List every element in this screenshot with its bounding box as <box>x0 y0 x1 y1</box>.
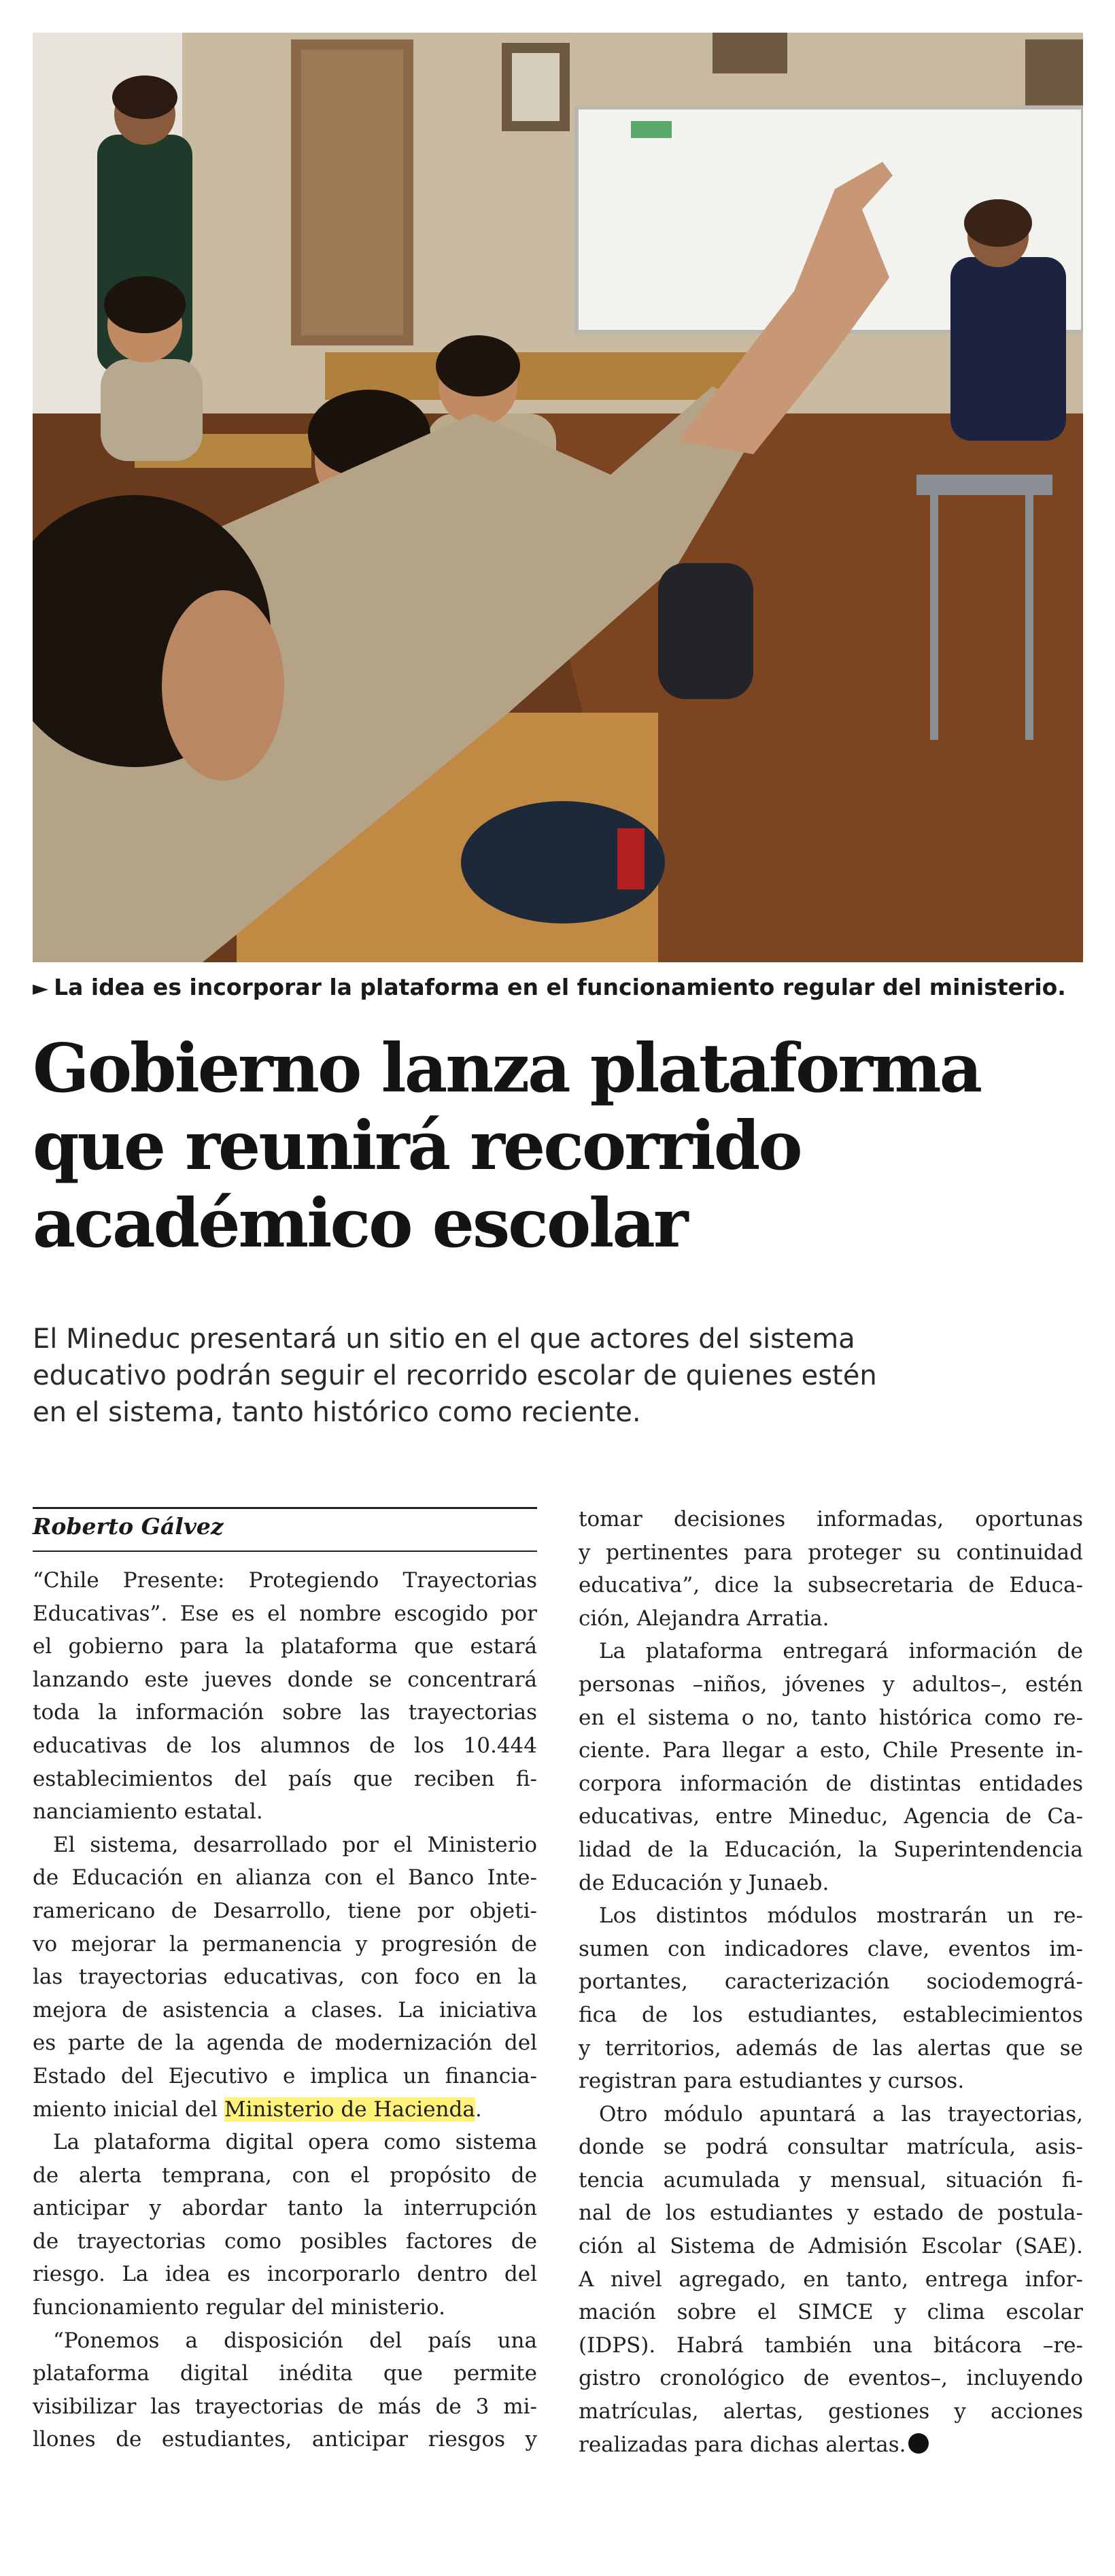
lead-line: en el sistema, tanto histórico como reciente. <box>33 1397 641 1428</box>
body-line: educativas de los alumnos de los 10.444 <box>33 1733 537 1758</box>
body-line <box>579 2428 1083 2462</box>
body-line: ción al Sistema de Admisión Escolar (SAE). <box>579 2234 1083 2259</box>
article-photo <box>33 33 1083 962</box>
highlighted-text: Ministerio de Hacienda <box>224 2097 475 2122</box>
body-line: visibilizar las trayectorias de más de 3 mi- <box>33 2394 537 2419</box>
body-line: tencia acumulada y mensual, situación fi- <box>579 2167 1083 2192</box>
body-line: vo mejorar la permanencia y progresión de <box>33 1931 537 1956</box>
body-line: La plataforma digital opera como sistema <box>53 2130 537 2155</box>
body-line: Otro módulo apuntará a las trayectorias, <box>599 2101 1083 2126</box>
body-line <box>33 2093 537 2126</box>
body-line: nanciamiento estatal. <box>33 1799 263 1825</box>
body-line: gistro cronológico de eventos–, incluyendo <box>579 2366 1083 2391</box>
body-line: el gobierno para la plataforma que estará <box>33 1634 537 1659</box>
body-line: Educativas”. Ese es el nombre escogido por <box>33 1601 537 1626</box>
headline-line: que reunirá recorrido <box>33 1107 801 1185</box>
paragraph <box>579 1503 1083 1635</box>
body-text: . <box>475 2097 482 2122</box>
body-text: miento inicial del <box>33 2097 224 2122</box>
article-lead <box>33 1321 1083 1431</box>
body-line: fica de los estudiantes, establecimientos <box>579 2002 1083 2027</box>
body-line: matrículas, alertas, gestiones y acciones <box>579 2399 1083 2424</box>
paragraph <box>579 1899 1083 2098</box>
author-byline: Roberto Gálvez <box>33 1513 224 1540</box>
body-line: educativa”, dice la subsecretaria de Educa- <box>579 1573 1083 1598</box>
body-line: corpora información de distintas entidades <box>579 1771 1083 1796</box>
byline-rule <box>33 1507 537 1509</box>
body-line: personas –niños, jóvenes y adultos–, estén <box>579 1672 1083 1697</box>
body-line: lidad de la Educación, la Superintendencia <box>579 1837 1083 1862</box>
body-line: donde se podrá consultar matrícula, asis- <box>579 2135 1083 2160</box>
headline-line: académico escolar <box>33 1185 687 1263</box>
photo-caption <box>33 974 1083 1000</box>
paragraph <box>33 2324 537 2456</box>
body-line: establecimientos del país que reciben fi- <box>33 1766 537 1791</box>
article-column-left <box>33 1564 537 2456</box>
body-line: es parte de la agenda de modernización del <box>33 2031 537 2056</box>
body-line: La plataforma entregará información de <box>599 1639 1083 1664</box>
body-line: plataforma digital inédita que permite <box>33 2361 537 2386</box>
paragraph <box>33 2126 537 2324</box>
body-line: funcionamiento regular del ministerio. <box>33 2295 445 2320</box>
end-of-article-dot-icon <box>908 2433 929 2454</box>
body-line: las trayectorias educativas, con foco en la <box>33 1965 537 1990</box>
body-line: mejora de asistencia a clases. La iniciativa <box>33 1997 537 2022</box>
body-line: portantes, caracterización sociodemográ- <box>579 1969 1083 1995</box>
lead-line: El Mineduc presentará un sitio en el que actores del sistema <box>33 1323 855 1355</box>
body-line: llones de estudiantes, anticipar riesgos y <box>33 2427 537 2452</box>
paragraph <box>579 2098 1083 2462</box>
body-text: realizadas para dichas alertas. <box>579 2432 906 2457</box>
body-line: de Educación en alianza con el Banco Inte- <box>33 1865 537 1891</box>
body-line: Estado del Ejecutivo e implica un financia- <box>33 2063 537 2088</box>
classroom-photo-illustration <box>33 33 1083 962</box>
body-line: toda la información sobre las trayectorias <box>33 1700 537 1725</box>
body-line: de trayectorias como posibles factores de <box>33 2228 537 2254</box>
article-column-right <box>579 1503 1083 2461</box>
paragraph <box>33 1564 537 1829</box>
body-line: sumen con indicadores clave, eventos im- <box>579 1936 1083 1961</box>
body-line: en el sistema o no, tanto histórica como re- <box>579 1705 1083 1730</box>
body-line: ramericano de Desarrollo, tiene por objeti- <box>33 1898 537 1923</box>
article-headline <box>33 1030 1083 1263</box>
body-line: ción, Alejandra Arratia. <box>579 1606 829 1631</box>
caption-marker: ► <box>33 977 49 1000</box>
byline-rule <box>33 1550 537 1552</box>
body-line: mación sobre el SIMCE y clima escolar <box>579 2300 1083 2325</box>
body-line: registran para estudiantes y cursos. <box>579 2069 965 2094</box>
body-line: lanzando este jueves donde se concentrará <box>33 1667 537 1692</box>
body-line: “Chile Presente: Protegiendo Trayectorias <box>33 1568 537 1593</box>
lead-line: educativo podrán seguir el recorrido escolar de quienes estén <box>33 1360 877 1391</box>
caption-text: La idea es incorporar la plataforma en el funcionamiento regular del ministerio. <box>54 974 1066 1000</box>
body-line: Los distintos módulos mostrarán un re- <box>599 1903 1083 1929</box>
body-line: de Educación y Junaeb. <box>579 1870 829 1895</box>
body-line: nal de los estudiantes y estado de postula- <box>579 2201 1083 2226</box>
headline-line: Gobierno lanza plataforma <box>33 1030 981 1108</box>
body-line: y territorios, además de las alertas que se <box>579 2035 1083 2061</box>
body-line: anticipar y abordar tanto la interrupción <box>33 2196 537 2221</box>
body-line: (IDPS). Habrá también una bitácora –re- <box>579 2333 1083 2358</box>
paragraph <box>33 1829 537 2126</box>
body-line: educativas, entre Mineduc, Agencia de Ca- <box>579 1804 1083 1829</box>
body-line: y pertinentes para proteger su continuidad <box>579 1540 1083 1565</box>
body-line: ciente. Para llegar a esto, Chile Presente in- <box>579 1738 1083 1763</box>
body-line: tomar decisiones informadas, oportunas <box>579 1507 1083 1531</box>
body-line: de alerta temprana, con el propósito de <box>33 2163 537 2188</box>
paragraph <box>579 1635 1083 1899</box>
body-line: El sistema, desarrollado por el Ministerio <box>53 1832 537 1857</box>
body-line: A nivel agregado, en tanto, entrega infor- <box>579 2267 1083 2292</box>
body-line: riesgo. La idea es incorporarlo dentro del <box>33 2262 537 2287</box>
body-line: “Ponemos a disposición del país una <box>53 2328 537 2353</box>
